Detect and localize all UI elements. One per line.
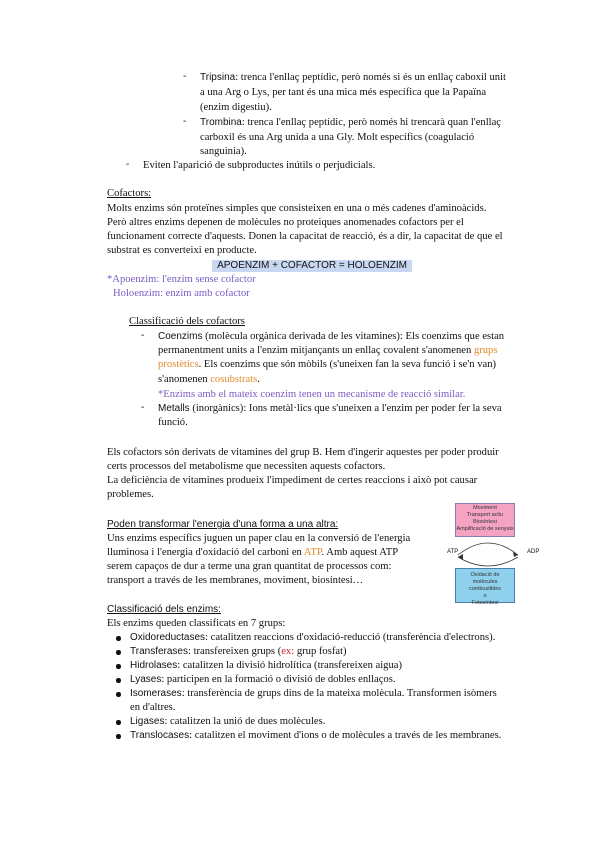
- enzim-name: Translocases: [130, 730, 190, 741]
- list-bullet: [116, 664, 121, 669]
- enzim-desc-b: grup fosfat): [294, 646, 347, 657]
- cofactors-p3: funcionament correcte d'aquests. Donen la capacitat de reacció, és a dir, la capacitat de que el: [107, 231, 503, 242]
- classificacio-enzims-heading: Classificació dels enzims:: [107, 604, 221, 615]
- enzim-desc: : catalitzen la divisió hidrolítica (transfereixen aigua): [177, 660, 402, 671]
- trombina-line-1: [200, 116, 501, 129]
- pink-line: Moviment: [473, 505, 497, 511]
- coenzims-line-1: [158, 330, 504, 343]
- cofactors-heading: Cofactors:: [107, 188, 152, 199]
- coenzims-text-1: (molècula orgànica derivada de les vitamines): Els coenzims que estan: [202, 331, 505, 342]
- enzim-item-hidrolases: [130, 659, 402, 672]
- trombina-text-1: : trenca l'enllaç peptídic, però només hi trencarà quan l'enllaç: [241, 117, 502, 128]
- classificacio-enzims-intro: Els enzims queden classificats en 7 grups:: [107, 618, 286, 629]
- pink-line: Biosíntesi: [473, 519, 497, 525]
- list-bullet: [116, 678, 121, 683]
- list-bullet: [116, 650, 121, 655]
- coenzims-line-4: [158, 373, 260, 386]
- metalls-line-1: [158, 402, 502, 415]
- cofactors-p4: substrat es converteixi en producte.: [107, 245, 257, 256]
- atp-label: ATP: [447, 549, 459, 555]
- blue-line: molècules combustibles: [468, 579, 502, 592]
- apoenzim-note: *Apoenzim: l'enzim sense cofactor: [107, 274, 256, 285]
- cosubstrats-highlight: cosubstrats: [210, 374, 258, 385]
- atp-sources-box: [455, 568, 515, 606]
- tripsina-line-3: (enzim digestiu).: [200, 102, 272, 113]
- coenzims-name: Coenzims: [158, 331, 203, 342]
- tripsina-text-1: : trenca l'enllaç peptídic, però només si és un enllaç caboxil unit: [235, 72, 506, 83]
- holoenzim-formula: APOENZIM + COFACTOR = HOLOENZIM: [212, 260, 412, 272]
- cycle-arrow-top: [458, 543, 518, 555]
- atp-uses-box: [455, 503, 515, 537]
- tripsina-line-2: a una Arg o Lys, per tant és una mica més específica que la Papaïna: [200, 87, 487, 98]
- energia-line-1: Uns enzims específics juguen un paper clau en la conversió de l'energia: [107, 533, 411, 544]
- vitamines-line-2: certs processos del metabolisme que necessiten aquests cofactors.: [107, 461, 386, 472]
- tripsina-name: Tripsina: [200, 72, 236, 83]
- blue-line: o: [483, 593, 487, 599]
- enzim-desc: : catalitzen el moviment d'ions o de molècules a través de les membranes.: [189, 730, 502, 741]
- metalls-text-1: (inorgànics): Ions metàl·lics que s'uneixen a l'enzim per poder fer la seva: [189, 403, 502, 414]
- vitamines-line-3: La deficiència de vitamines produeix l'impediment de certes reaccions i això pot causar: [107, 475, 478, 486]
- dash-bullet: -: [126, 159, 130, 170]
- list-bullet: [116, 636, 121, 641]
- blue-line: Fotosíntesi: [471, 600, 499, 606]
- energia-text-2a: lluminosa i l'energia d'oxidació del carboni en: [107, 547, 304, 558]
- energia-line-3: serem capaços de dur a terme una gran quantitat de processos com:: [107, 561, 392, 572]
- holoenzim-note: Holoenzim: enzim amb cofactor: [113, 288, 250, 299]
- enzim-item-lyases: [130, 673, 396, 686]
- enzim-name: Oxidoreductases: [130, 632, 206, 643]
- cycle-arrow-bottom: [458, 557, 518, 566]
- enzim-name: Hidrolases: [130, 660, 178, 671]
- trombina-line-2: carboxil és una Arg unida a una Gly. Molt específics (coagulació: [200, 132, 475, 143]
- grups-highlight: grups: [473, 345, 498, 356]
- dash-bullet: -: [183, 116, 187, 127]
- coenzims-text-2a: permanentment units a l'enzim mitjançants un enllaç covalent s'anomenen: [158, 345, 474, 356]
- energia-heading: Poden transformar l'energia d'una forma a una altra:: [107, 519, 339, 530]
- ex-highlight: ex:: [281, 646, 295, 657]
- enzim-item-isomerases-l2: en d'altres.: [130, 702, 176, 713]
- coenzims-text-3b: . Els coenzims que són mòbils (s'uneixen fan la seva funció i se'n van): [198, 359, 497, 370]
- pink-line: Amplificació de senyals: [456, 526, 514, 532]
- cofactors-p2: Però altres enzims depenen de molècules no proteiques anomenades cofactors per el: [107, 217, 464, 228]
- enzim-item-transferases: [130, 645, 347, 658]
- atp-highlight: ATP: [303, 547, 322, 558]
- coenzims-text-4c: .: [257, 374, 260, 385]
- energia-line-2: [107, 546, 398, 559]
- trombina-line-3: sanguinia).: [200, 146, 247, 157]
- enzim-item-isomerases: [130, 687, 497, 700]
- enzim-desc: : catalitzen reaccions d'oxidació-reducció (transferència d'electrons).: [205, 632, 496, 643]
- classificacio-cofactors-heading: Classificació dels cofactors: [129, 316, 245, 327]
- enzim-item-ligases: [130, 715, 325, 728]
- blue-line: Oxidació de: [470, 572, 500, 578]
- trombina-name: Trombina: [200, 117, 242, 128]
- enzim-name: Isomerases: [130, 688, 182, 699]
- vitamines-line-1: Els cofactors són derivats de vitamines del grup B. Hem d'ingerir aquestes per poder produir: [107, 447, 499, 458]
- adp-label: ADP: [527, 549, 540, 555]
- pink-line: Transport actiu: [466, 512, 504, 518]
- dash-bullet: -: [141, 402, 145, 413]
- enzim-name: Lyases: [130, 674, 162, 685]
- enzims-note: *Enzims amb el mateix coenzim tenen un mecanisme de reacció similar.: [158, 389, 466, 400]
- enzim-item-oxidoreductases: [130, 631, 495, 644]
- enzim-desc: : catalitzen la unió de dues molècules.: [164, 716, 326, 727]
- dash-bullet: -: [141, 330, 145, 341]
- energia-text-2c: . Amb aquest ATP: [321, 547, 399, 558]
- cofactors-p1: Molts enzims són proteïnes simples que consisteixen en una o més cadenes d'aminoàcids.: [107, 203, 487, 214]
- coenzims-text-4a: s'anomenen: [158, 374, 211, 385]
- coenzims-line-3: [158, 358, 496, 371]
- list-bullet: [116, 720, 121, 725]
- enzim-desc: : participen en la formació o divisió de dobles enllaços.: [161, 674, 396, 685]
- coenzims-line-2: [158, 344, 497, 357]
- prostetics-highlight: prostètics: [158, 359, 199, 370]
- energia-line-4: transport a través de les membranes, moviment, biosíntesi…: [107, 575, 364, 586]
- enzim-desc: : transferència de grups dins de la mateixa molècula. Transformen isòmers: [181, 688, 497, 699]
- enzim-name: Ligases: [130, 716, 165, 727]
- vitamines-line-4: problemes.: [107, 489, 154, 500]
- metalls-name: Metalls: [158, 403, 190, 414]
- enzim-item-translocases: [130, 729, 501, 742]
- dash-bullet: -: [183, 71, 187, 82]
- enzim-name: Transferases: [130, 646, 188, 657]
- enzim-desc-a: : transfereixen grups (: [187, 646, 282, 657]
- eviten-line: Eviten l'aparició de subproductes inútils o perjudicials.: [143, 160, 376, 171]
- list-bullet: [116, 692, 121, 697]
- tripsina-line-1: [200, 71, 506, 84]
- list-bullet: [116, 734, 121, 739]
- metalls-line-2: funció.: [158, 417, 188, 428]
- atp-cycle-arrows: [448, 535, 528, 571]
